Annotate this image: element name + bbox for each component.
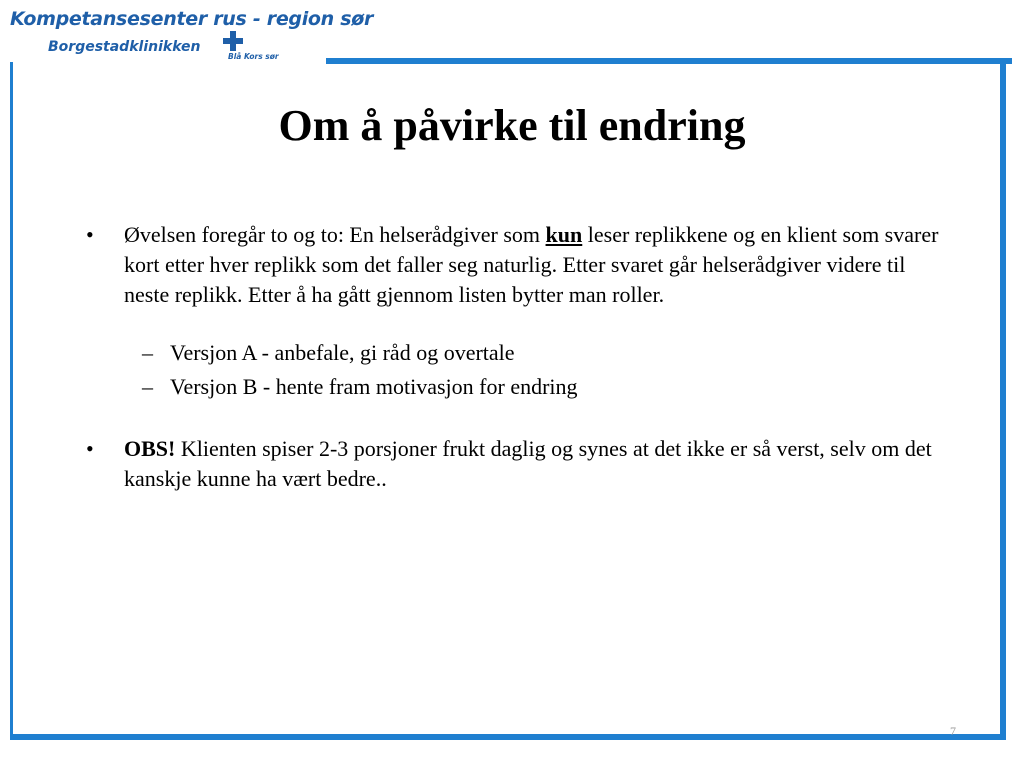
bullet-2-text: Klienten spiser 2-3 porsjoner frukt daglig og synes at det ikke er så verst, selv om det kanskje kunne ha vært bedre.. bbox=[124, 436, 932, 491]
sub-item-2-text: Versjon B - hente fram motivasjon for endring bbox=[170, 374, 578, 399]
blue-cross-icon bbox=[222, 30, 244, 52]
bullet-item-2 bbox=[80, 434, 940, 494]
org-name: Kompetansesenter rus - region sør bbox=[10, 8, 374, 30]
bullet-item-1 bbox=[80, 220, 940, 310]
slide-title: Om å påvirke til endring bbox=[278, 101, 746, 150]
bullet-1-text-before: Øvelsen foregår to og to: En helserådgiver som bbox=[124, 222, 546, 247]
bullet-2-label: OBS! bbox=[124, 436, 176, 461]
bullet-marker: • bbox=[86, 436, 94, 461]
clinic-name: Borgestadklinikken bbox=[48, 39, 201, 55]
bullet-1-emphasis: kun bbox=[545, 222, 583, 247]
sub-item-2 bbox=[80, 372, 940, 402]
cross-label: Blå Kors sør bbox=[228, 52, 279, 61]
dash-marker: – bbox=[142, 340, 153, 365]
bullet-1-text-after: leser replikkene og en klient som svarer kort etter hver replikk som det faller seg naturlig. Etter svaret går helserådgiver videre til neste replikk. Etter å ha gått gjennom listen bytter man roller. bbox=[124, 222, 939, 307]
page-number: 7 bbox=[950, 724, 956, 738]
sub-item-1 bbox=[80, 338, 940, 368]
sub-item-1-text: Versjon A - anbefale, gi råd og overtale bbox=[170, 340, 515, 365]
header-logo bbox=[10, 8, 373, 30]
slide-content bbox=[80, 220, 940, 494]
bullet-marker: • bbox=[86, 222, 94, 247]
dash-marker: – bbox=[142, 374, 153, 399]
